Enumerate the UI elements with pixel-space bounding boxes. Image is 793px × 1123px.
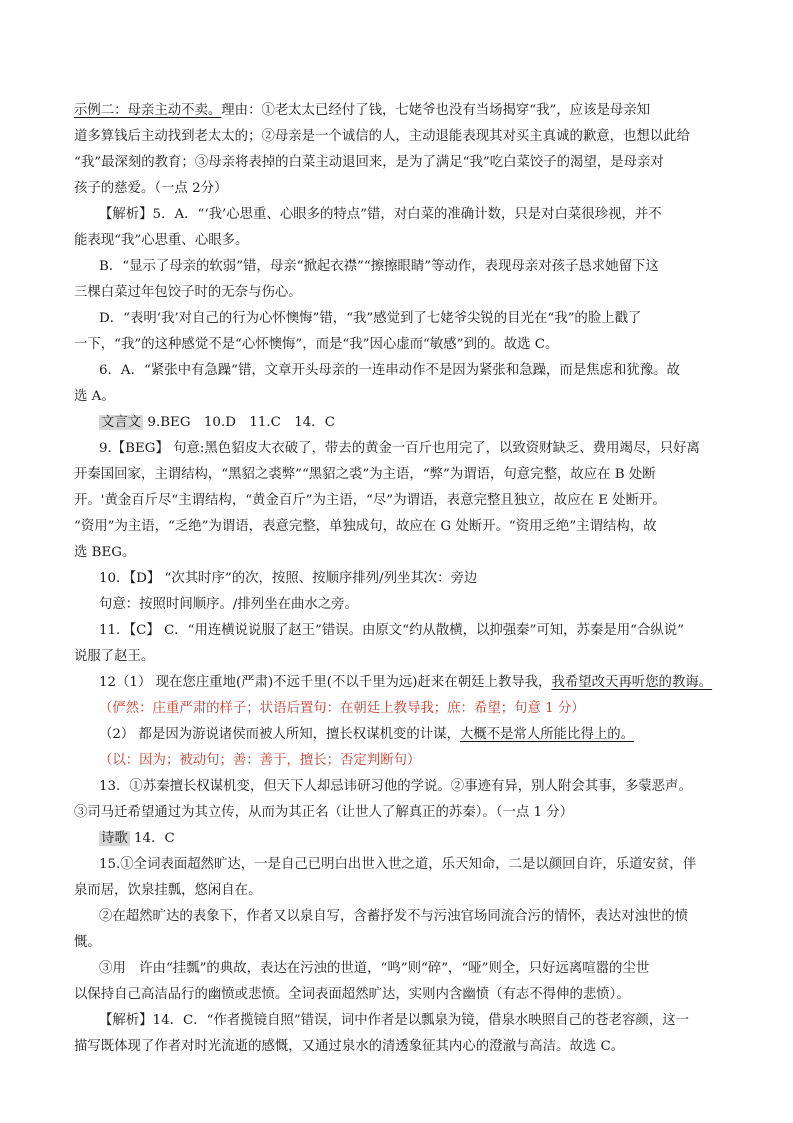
analysis5-line5: D．“表明‘我’对自己的行为心怀懊悔”错，“我”感觉到了七姥爷尖锐的目光在“我”的脸上戳了 [99, 311, 642, 326]
analysis5-line3: B．“显示了母亲的软弱”错，母亲“掀起衣襟”“擦擦眼睛”等动作，表现母亲对孩子恳求她留下这 [99, 259, 659, 274]
q15-line1: 15.①全词表面超然旷达，一是自己已明白出世入世之道，乐天知命，二是以颜回自许，乐道安贫，伴 [99, 857, 697, 872]
classical-answers-line [99, 413, 335, 433]
q15-line5: ③用 许由“挂瓢”的典故，表达在污浊的世道，“鸣”则“碎”，“哑”则全，只好远离喧嚣的尘世 [99, 961, 650, 976]
example2-line1 [74, 101, 650, 121]
q11-line2: 说服了赵王。 [74, 649, 155, 664]
analysis14-line2: 描写既体现了作者对时光流逝的感慨，又通过泉水的清透象征其内心的澄澈与高洁。故选 C。 [74, 1039, 625, 1054]
q12-2-underlined: 大概不是常人所能比得上的。 [459, 727, 635, 742]
q12-1-underlined: 我希望改天再听您的教诲。 [551, 675, 713, 690]
q12-1-text: 12（1） 现在您庄重地(严肃)不远千里(不以千里为远)赶来在朝廷上教导我， [99, 675, 552, 690]
q12-1-line [99, 673, 712, 693]
example2-line2: 道多算钱后主动找到老太太的；②母亲是一个诚信的人，主动退能表现其对买主真诚的歉意，也想以此给 [74, 129, 690, 144]
q10-line1: 10．【D】 “次其时序”的次，按照、按顺序排列/列坐其次：旁边 [99, 571, 478, 586]
q15-line4: 慨。 [74, 935, 101, 950]
q15-line2: 泉而居，饮泉挂瓢，悠闲自在。 [74, 883, 262, 898]
analysis5-line6: 一下，“我”的这种感觉不是“心怀懊悔”，而是“我”因心虚而“敏感”到的。故选 C。 [74, 337, 559, 352]
example2-line3: “我”最深刻的教育；③母亲将表掉的白菜主动退回来，是为了满足“我”吃白菜饺子的渴望，是母亲对 [74, 155, 664, 170]
classical-answers: 9.BEG 10.D 11.C 14．C [143, 415, 335, 430]
q9-line5: 选 BEG。 [74, 545, 136, 560]
q12-2-text: （2） 都是因为游说诸侯而被人所知，擅长权谋机变的计谋， [99, 727, 460, 742]
analysis5-line2: 能表现“我”心思重、心眼多。 [74, 233, 249, 248]
q11-line1: 11．【C】 C．“用连横说说服了赵王”错误。由原文“约从散横，以抑强秦”可知，苏秦是用“合纵说” [99, 623, 685, 638]
q12-2-line [99, 725, 634, 745]
q9-line4: “资用”为主语，“乏绝”为谓语，表意完整，单独成句，故应在 G 处断开。“资用乏绝”主谓结构，故 [74, 519, 657, 534]
analysis5-line1: 【解析】5．A．“‘我’心思重、心眼多的特点”错，对白菜的准确计数，只是对白菜很珍视，并不 [99, 207, 662, 222]
classical-tag: 文言文 [101, 415, 142, 430]
q9-line1: 9.【BEG】 句意:黑色貂皮大衣破了，带去的黄金一百斤也用完了，以致资财缺乏、费用竭尽，只好离 [99, 441, 700, 456]
analysis5-line4: 三棵白菜过年包饺子时的无奈与伤心。 [74, 285, 302, 300]
q12-2-note: （以：因为；被动句；善：善于，擅长；否定判断句） [99, 753, 421, 768]
poetry-answers-line [99, 829, 175, 849]
analysis6-line2: 选 A。 [74, 389, 115, 404]
q12-1-note: （俨然：庄重严肃的样子；状语后置句：在朝廷上教导我；庶：希望；句意 1 分） [99, 701, 585, 716]
q10-line2: 句意：按照时间顺序。/排列坐在曲水之旁。 [99, 597, 358, 612]
poetry-tag: 诗歌 [101, 831, 128, 846]
example2-line4: 孩子的慈爱。（一点 2分） [74, 181, 228, 196]
q15-line6: 以保持自己高洁品行的幽愤或悲愤。全词表面超然旷达，实则内含幽愤（有志不得伸的悲愤）。 [74, 987, 630, 1002]
q15-line3: ②在超然旷达的表象下，作者又以泉自写，含蓄抒发不与污浊官场同流合污的情怀，表达对浊世的愤 [99, 909, 689, 924]
example2-text1: 理由：①老太太已经付了钱，七姥爷也没有当场揭穿“我”，应该是母亲知 [221, 103, 651, 118]
q9-line2: 开秦国回家，主谓结构，“黑貂之裘弊”“黑貂之裘”为主语，“弊”为谓语，句意完整，故应在 B 处断 [74, 467, 656, 482]
q9-line3: 开。'黄金百斤尽“主谓结构，“黄金百斤”为主语，“尽”为谓语，表意完整且独立，故应在 E 处断开。 [74, 493, 666, 508]
poetry-answers: 14．C [129, 831, 175, 846]
analysis14-line1: 【解析】14．C．“作者揽镜自照”错误，词中作者是以瓢泉为镜，借泉水映照自己的苍老容颜，这一 [99, 1013, 689, 1028]
example2-heading: 示例二：母亲主动不卖。 [74, 103, 222, 118]
q13-line2: ③司马迁希望通过为其立传，从而为其正名（让世人了解真正的苏秦）。（一点 1 分） [74, 805, 574, 820]
analysis6-line1: 6．A．“紧张中有急躁”错，文章开头母亲的一连串动作不是因为紧张和急躁，而是焦虑和犹豫。故 [99, 363, 680, 378]
q13-line1: 13．①苏秦擅长权谋机变，但天下人却忌讳研习他的学说。②事迹有异，别人附会其事，多蒙恶声。 [99, 779, 692, 794]
